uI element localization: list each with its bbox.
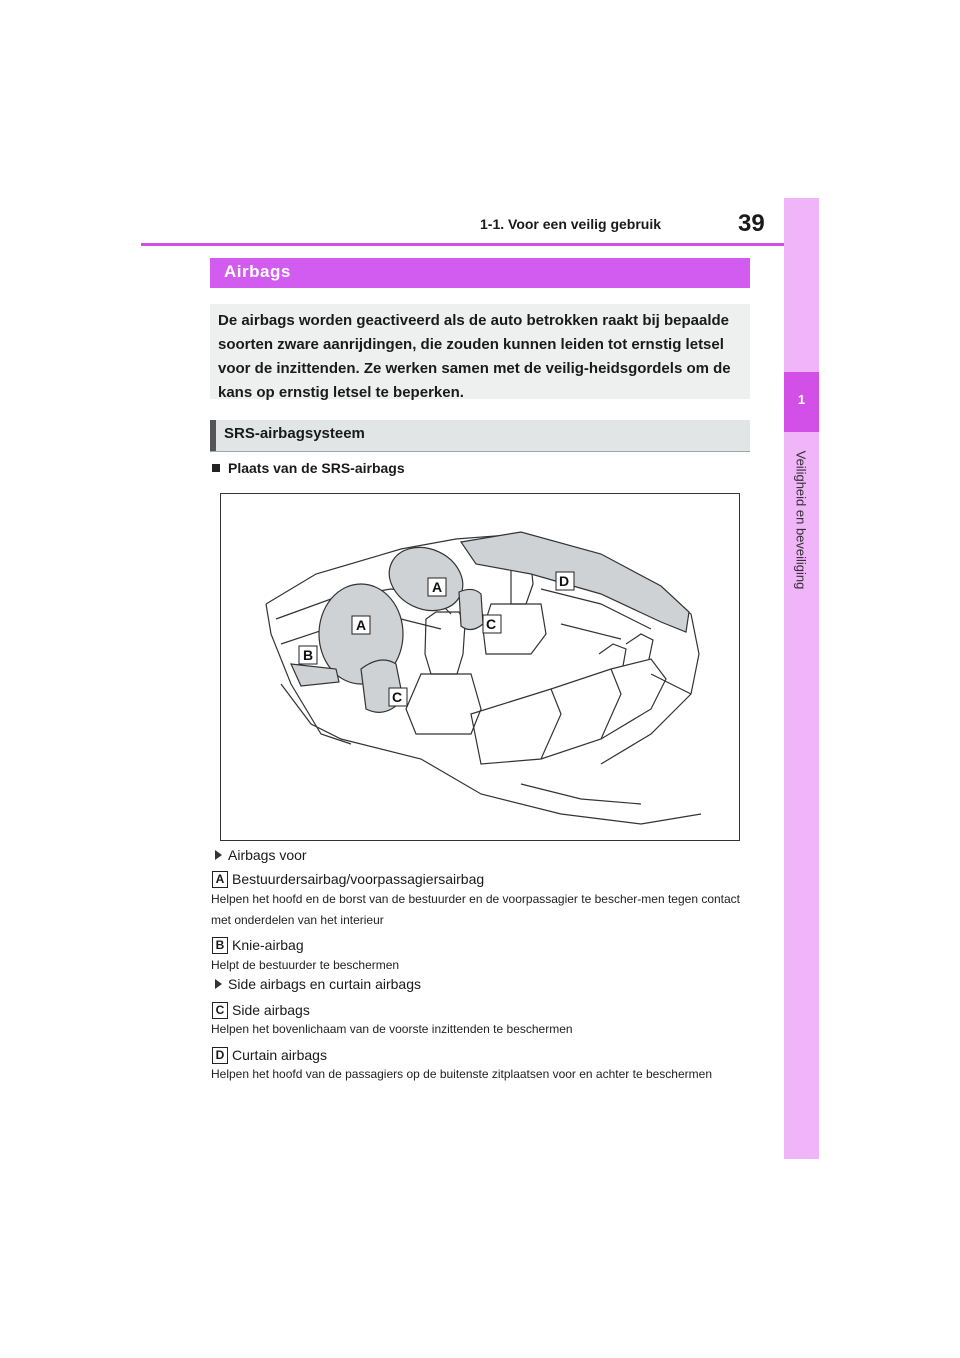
section-title: SRS-airbagsysteem bbox=[224, 425, 365, 442]
header-section-title: 1-1. Voor een veilig gebruik bbox=[480, 216, 662, 232]
square-bullet-icon bbox=[212, 464, 220, 472]
item-description: Helpen het hoofd en de borst van de bestuurder en de voorpassagier te bescher-men tegen contact met onderdelen van het interieur bbox=[211, 892, 741, 927]
airbag-illustration bbox=[220, 493, 740, 841]
figure-label: C bbox=[486, 616, 497, 632]
chapter-side-tab bbox=[784, 198, 819, 1159]
section-marker bbox=[210, 420, 216, 451]
triangle-bullet-icon bbox=[215, 979, 222, 989]
subheading bbox=[212, 460, 405, 476]
item-description: Helpen het hoofd van de passagiers op de buitenste zitplaatsen voor en achter te beschermen bbox=[211, 1067, 712, 1081]
item-title: Side airbags bbox=[232, 1002, 310, 1018]
group-heading-front: Airbags voor bbox=[215, 847, 307, 863]
item-title: Knie-airbag bbox=[232, 937, 304, 953]
figure-label: B bbox=[303, 647, 314, 663]
chapter-number: 1 bbox=[797, 392, 806, 407]
airbag-side-passenger bbox=[459, 589, 483, 629]
item-label-badge: D bbox=[212, 1047, 228, 1064]
intro-text: De airbags worden geactiveerd als de auto betrokken raakt bij bepaalde soorten zware aanrijdingen, die zouden kunnen leiden tot ernstig letsel voor de inzittenden. Ze werken samen met de veilig-heidsgordels om de kans op ernstig letsel te beperken. bbox=[218, 312, 731, 401]
subheading-text: Plaats van de SRS-airbags bbox=[228, 460, 405, 476]
item-label-badge: A bbox=[212, 871, 228, 888]
item-description: Helpt de bestuurder te beschermen bbox=[211, 958, 400, 972]
item-title: Curtain airbags bbox=[232, 1047, 327, 1063]
car-interior-drawing bbox=[221, 494, 739, 840]
page-number: 39 bbox=[738, 210, 765, 237]
item-label-badge: B bbox=[212, 937, 228, 954]
title-bar bbox=[210, 258, 750, 288]
figure-label: A bbox=[356, 617, 367, 633]
figure-label: C bbox=[392, 689, 403, 705]
section-rule bbox=[210, 451, 750, 452]
header-rule bbox=[141, 243, 784, 246]
figure-label: A bbox=[432, 579, 443, 595]
page-title: Airbags bbox=[224, 262, 291, 281]
item-title: Bestuurdersairbag/voorpassagiersairbag bbox=[232, 871, 485, 887]
chapter-label: Veiligheid en beveiliging bbox=[793, 450, 809, 590]
triangle-bullet-icon bbox=[215, 850, 222, 860]
item-label-badge: C bbox=[212, 1002, 228, 1019]
item-description: Helpen het bovenlichaam van de voorste inzittenden te beschermen bbox=[211, 1022, 573, 1036]
group-heading-side: Side airbags en curtain airbags bbox=[215, 976, 421, 992]
figure-label: D bbox=[559, 573, 570, 589]
